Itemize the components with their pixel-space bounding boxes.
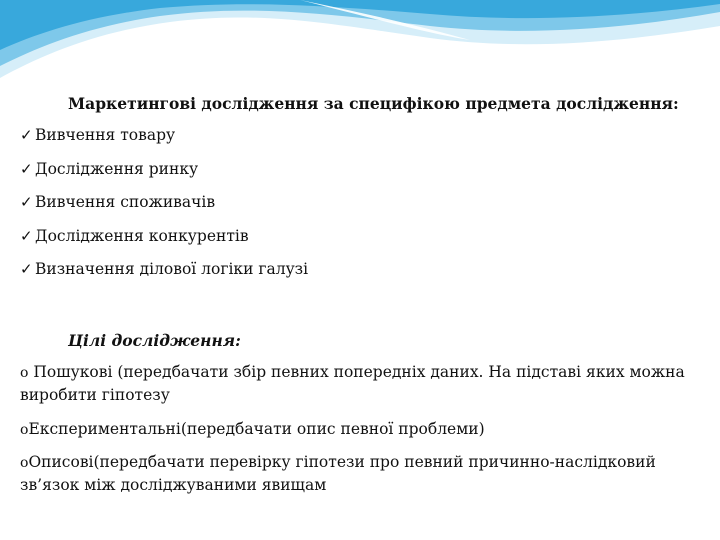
list-item-label: Дослідження ринку <box>35 159 199 178</box>
list-item <box>20 192 308 226</box>
goal-item-experimental <box>20 418 700 441</box>
goal-text: Експериментальні(передбачати опис певної проблеми) <box>28 420 485 438</box>
checkmark-icon: ✓ <box>20 260 33 278</box>
circle-bullet-icon: o <box>20 422 29 438</box>
list-item <box>20 125 308 159</box>
list-item <box>20 159 308 193</box>
checkmark-icon: ✓ <box>20 159 33 178</box>
list-item-label: Вивчення споживачів <box>35 193 216 211</box>
checkmark-icon: ✓ <box>20 226 33 245</box>
list-item-label: Визначення ділової логіки галузі <box>35 260 309 278</box>
research-types-list <box>20 125 308 293</box>
circle-bullet-icon: o <box>20 365 29 381</box>
list-item-label: Дослідження конкурентів <box>35 226 249 245</box>
list-item-label: Вивчення товару <box>35 126 176 144</box>
circle-bullet-icon: o <box>20 455 29 471</box>
header-wave-decoration <box>0 0 720 80</box>
checkmark-icon: ✓ <box>20 126 33 144</box>
checkmark-icon: ✓ <box>20 193 33 211</box>
research-types-heading: Маркетингові дослідження за специфікою предмета дослідження: <box>68 94 679 113</box>
goals-heading: Цілі дослідження: <box>68 331 241 350</box>
list-item <box>20 226 308 260</box>
list-item <box>20 259 308 293</box>
goal-item-exploratory <box>20 361 700 406</box>
goal-text: Пошукові (передбачати збір певних попередніх даних. На підставі яких можна виробити гіпотезу <box>20 363 685 404</box>
goal-item-descriptive <box>20 451 700 496</box>
goal-text: Описові(передбачати перевірку гіпотези про певний причинно-наслідковий зв’язок між досліджуваними явищам <box>20 453 656 494</box>
